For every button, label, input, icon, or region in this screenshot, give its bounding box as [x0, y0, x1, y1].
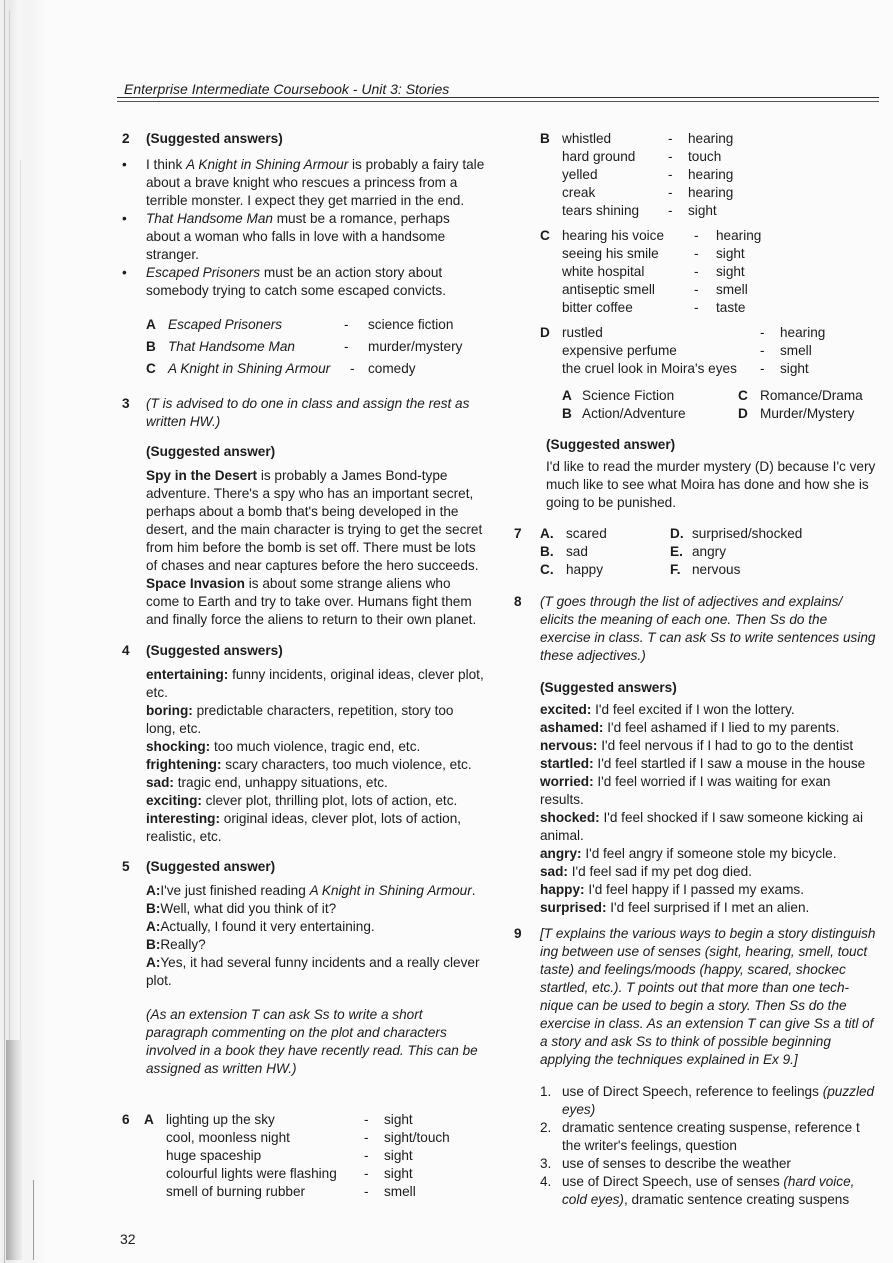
exercise-8-item: surprised: I'd feel surprised if I met an alien. — [540, 900, 810, 915]
exercise-9-note: [T explains the various ways to begin a story distinguish ing between use of senses (sight, hearing, smell, touct taste) and feelings/moods (happy, scared, shockec startled, etc.). T points out that more than one tech- nique can be used to begin a story. Then Ss do the exercise in class. As an extension T can give Ss a titl of a story and ask Ss to think of possible beginning applying the techniques explained in Ex 9.] — [540, 926, 876, 1067]
exercise-9-number: 9 — [514, 926, 522, 941]
match-row: C A Knight in Shining Armour - comedy — [146, 361, 416, 376]
exercise-9-item: 4. use of Direct Speech, use of senses (hard voice, cold eyes), dramatic sentence creating suspens — [540, 1174, 855, 1207]
dialogue-line: A:Yes, it had several funny incidents and a really clever plot. — [146, 955, 480, 988]
exercise-6-number: 6 — [122, 1112, 130, 1127]
page-number: 32 — [120, 1231, 136, 1247]
exercise-6-group-b: B whistled - hearing hard ground - touch yelled - hearing creak - hearing tears shining - sight — [540, 131, 734, 218]
scan-binding-edge — [0, 0, 46, 1263]
exercise-9-item: 3. use of senses to describe the weather — [540, 1156, 791, 1171]
match-row: B That Handsome Man - murder/mystery — [146, 339, 463, 354]
exercise-9-item: 1. use of Direct Speech, reference to feelings (puzzled eyes) — [540, 1084, 875, 1117]
header-rule-2 — [117, 101, 879, 102]
exercise-2-matches — [146, 314, 486, 380]
exercise-8 — [540, 593, 878, 917]
exercise-8-title: (Suggested answers) — [540, 680, 677, 695]
exercise-3-number: 3 — [122, 396, 130, 411]
exercise-4-title: (Suggested answers) — [146, 643, 283, 658]
exercise-8-number: 8 — [514, 594, 522, 609]
exercise-9-list — [540, 1083, 880, 1209]
dialogue-line: A:I've just finished reading A Knight in Shining Armour. — [146, 883, 476, 898]
match-row: A Escaped Prisoners - science fiction — [146, 317, 454, 332]
exercise-4-item: exciting: clever plot, thrilling plot, lots of action, etc. — [146, 793, 458, 808]
exercise-4-item: boring: predictable characters, repetition, story too long, etc. — [146, 703, 454, 736]
exercise-6-genres: A Science Fiction C Romance/Drama B Action/Adventure D Murder/Mystery — [562, 388, 863, 421]
exercise-5-title: (Suggested answer) — [146, 859, 276, 874]
exercise-9 — [540, 925, 880, 1209]
exercise-2-bullet-2: • That Handsome Man must be a romance, perhaps about a woman who falls in love with a handsome stranger. — [146, 210, 486, 264]
exercise-3-title: (Suggested answer) — [146, 444, 276, 459]
exercise-2-number: 2 — [122, 131, 130, 146]
exercise-3 — [146, 395, 486, 629]
exercise-6-answer-title: (Suggested answer) — [546, 437, 676, 452]
dialogue-line: A:Actually, I found it very entertaining. — [146, 919, 375, 934]
exercise-8-item: nervous: I'd feel nervous if I had to go to the dentist — [540, 738, 854, 753]
exercise-5-note: (As an extension T can ask Ss to write a short paragraph commenting on the plot and characters involved in a book they have recently read. This can be assigned as written HW.) — [146, 1007, 478, 1076]
exercise-6-group-a: A lighting up the sky - sight cool, moonless night - sight/touch huge spaceship - sight colourful lights were flashing - sight smell of burning rubber - smell — [144, 1112, 450, 1199]
header-rule — [117, 97, 879, 98]
exercise-2-title: (Suggested answers) — [146, 131, 283, 146]
exercise-8-item: angry: I'd feel angry if someone stole my bicycle. — [540, 846, 837, 861]
exercise-2 — [146, 130, 486, 300]
exercise-8-item: shocked: I'd feel shocked if I saw someone kicking ai animal. — [540, 810, 863, 843]
exercise-4-number: 4 — [122, 643, 130, 658]
exercise-8-item: ashamed: I'd feel ashamed if I lied to my parents. — [540, 720, 840, 735]
exercise-6-answer — [546, 436, 880, 512]
exercise-4-item: shocking: too much violence, tragic end, etc. — [146, 739, 421, 754]
exercise-7-number: 7 — [514, 526, 522, 541]
exercise-6-answer-text: I'd like to read the murder mystery (D) because I'c very much like to see what Moira has done and how she is going to be punished. — [546, 459, 876, 510]
exercise-3-paragraph: Spy in the Desert is probably a James Bond-type adventure. There's a spy who has an important secret, perhaps about a bomb that's being developed in the desert, and the main character is trying to get the secret from him before the bomb is set off. There must be lots of chases and near captures before the hero succeeds. Space Invasion is about some strange aliens who come to Earth and try to take over. Humans fight them and finally force the aliens to return to their own planet. — [146, 468, 483, 627]
exercise-2-bullet-1: • I think A Knight in Shining Armour is probably a fairy tale about a brave knight who rescues a princess from a terrible monster. I expect they get married in the end. — [146, 156, 486, 210]
exercise-4-item: frightening: scary characters, too much violence, etc. — [146, 757, 472, 772]
exercise-8-item: happy: I'd feel happy if I passed my exams. — [540, 882, 805, 897]
exercise-9-item: 2. dramatic sentence creating suspense, reference t the writer's feelings, question — [540, 1120, 860, 1153]
exercise-4-item: entertaining: funny incidents, original ideas, clever plot, etc. — [146, 667, 484, 700]
dialogue-line: B:Well, what did you think of it? — [146, 901, 337, 916]
exercise-3-note: (T is advised to do one in class and assign the rest as written HW.) — [146, 396, 470, 429]
exercise-8-item: excited: I'd feel excited if I won the lottery. — [540, 702, 795, 717]
exercise-6-group-d: D rustled - hearing expensive perfume - smell the cruel look in Moira's eyes - sight — [540, 325, 826, 376]
exercise-8-item: worried: I'd feel worried if I was waiting for exan results. — [540, 774, 831, 807]
exercise-5 — [146, 858, 486, 1078]
exercise-4-item: sad: tragic end, unhappy situations, etc. — [146, 775, 388, 790]
exercise-8-item: sad: I'd feel sad if my pet dog died. — [540, 864, 752, 879]
exercise-7: A. scared D. surprised/shocked B. sad E. angry C. happy F. nervous — [540, 526, 803, 577]
exercise-8-note: (T goes through the list of adjectives and explains/ elicits the meaning of each one. Then Ss do the exercise in class. T can ask Ss to write sentences using these adjectives.) — [540, 594, 876, 663]
exercise-8-item: startled: I'd feel startled if I saw a mouse in the house — [540, 756, 866, 771]
dialogue-line: B:Really? — [146, 937, 206, 952]
exercise-6-group-c: C hearing his voice - hearing seeing his smile - sight white hospital - sight antiseptic smell - smell bitter coffee - taste — [540, 228, 762, 315]
exercise-5-number: 5 — [122, 859, 130, 874]
exercise-4 — [146, 642, 486, 846]
exercise-4-item: interesting: original ideas, clever plot, lots of action, realistic, etc. — [146, 811, 462, 844]
exercise-2-bullet-3: • Escaped Prisoners must be an action story about somebody trying to catch some escaped convicts. — [146, 264, 486, 300]
running-header: Enterprise Intermediate Coursebook - Unit 3: Stories — [124, 81, 450, 97]
